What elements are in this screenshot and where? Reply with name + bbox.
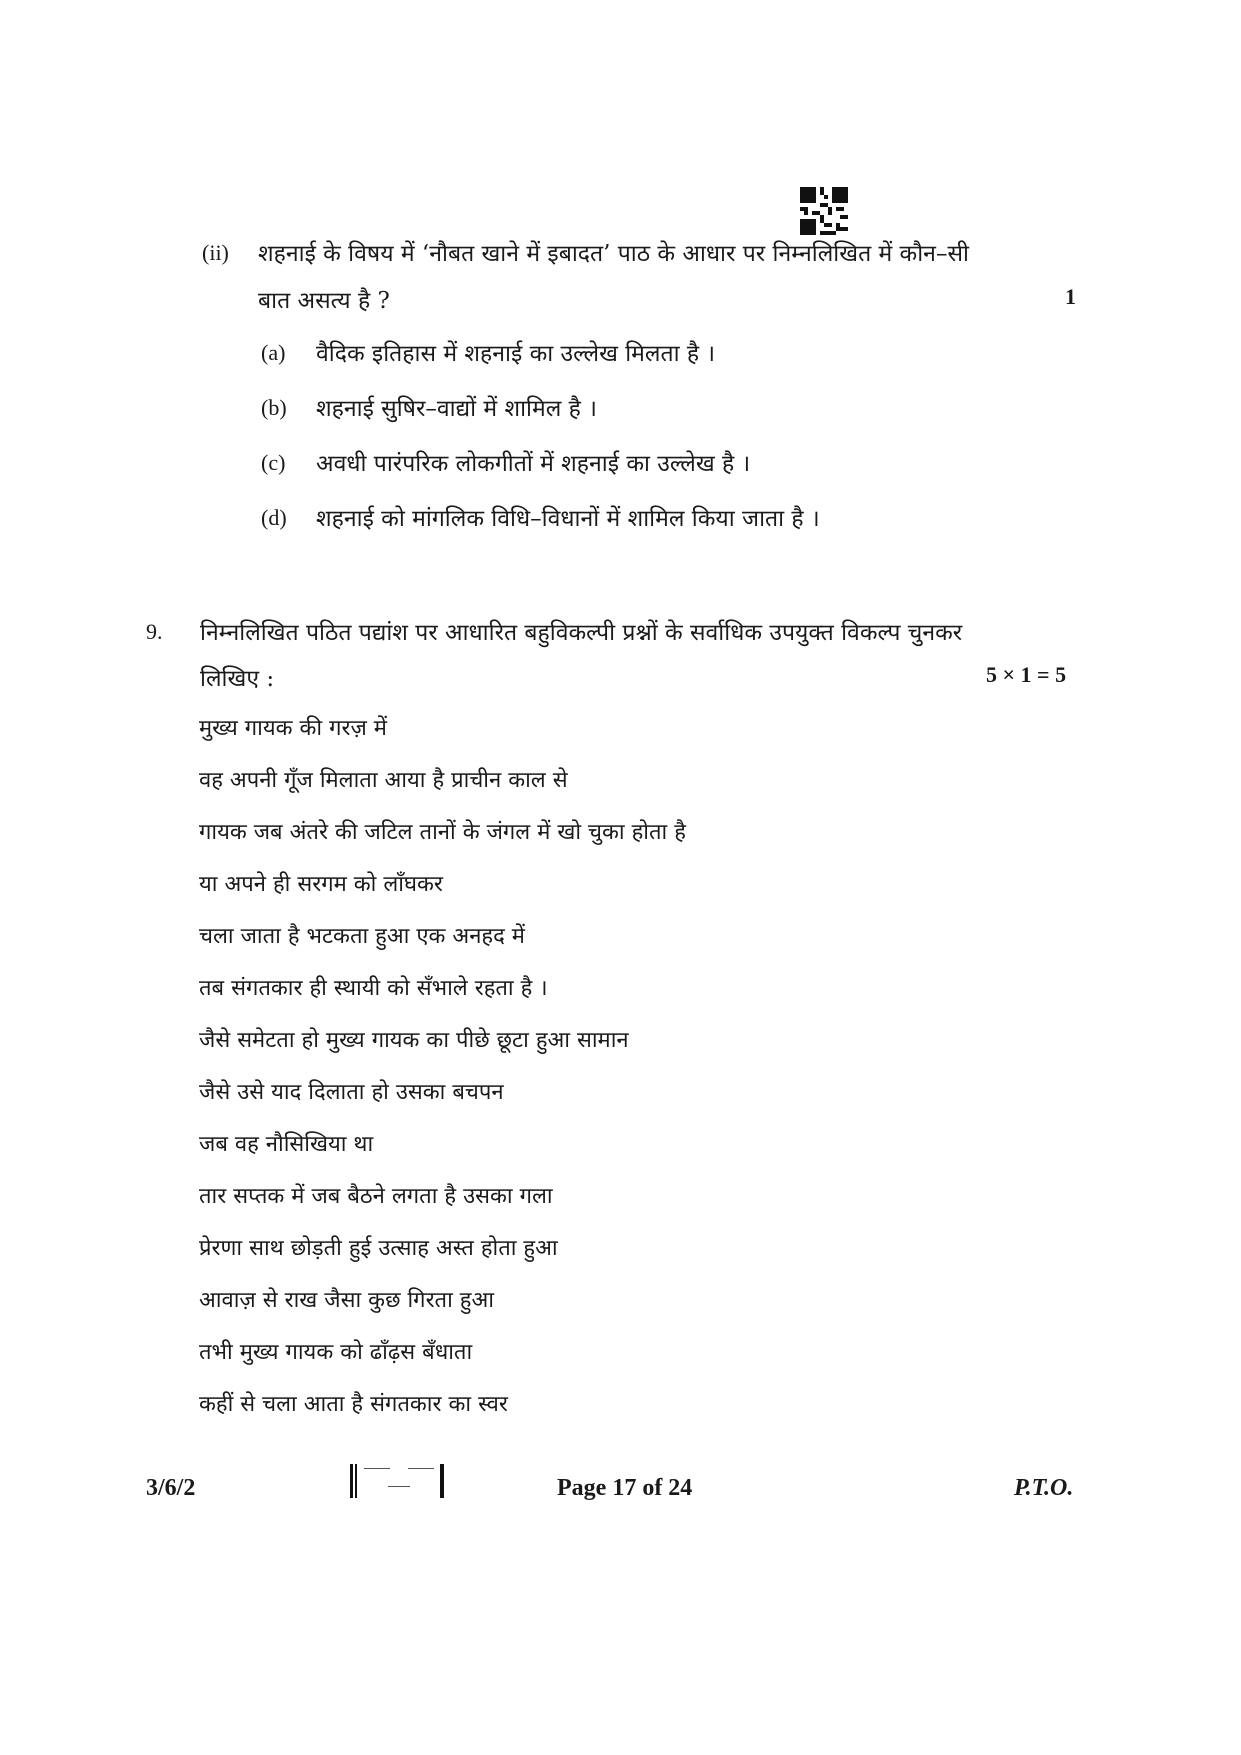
option-label-a: (a) (261, 340, 286, 365)
question-text-line2: बात असत्य है ? (258, 288, 390, 314)
question-9-text-line2: लिखिए : (200, 666, 275, 692)
question-9-marks: 5 × 1 = 5 (986, 662, 1067, 687)
poem-line: मुख्य गायक की गरज़ में (199, 716, 387, 741)
poem-line: जब वह नौसिखिया था (199, 1132, 374, 1157)
question-marks: 1 (1065, 284, 1076, 309)
poem-line: आवाज़ से राख जैसा कुछ गिरता हुआ (199, 1288, 494, 1313)
option-text-b: शहनाई सुषिर–वाद्यों में शामिल है । (316, 396, 597, 422)
barcode-icon (350, 1464, 446, 1498)
pto-label: P.T.O. (1014, 1475, 1074, 1501)
qr-code-icon (800, 187, 848, 235)
poem-line: कहीं से चला आता है संगतकार का स्वर (199, 1392, 508, 1417)
question-text-line1: शहनाई के विषय में ‘नौबत खाने में इबादत’ पाठ के आधार पर निम्नलिखित में कौन–सी (258, 241, 969, 267)
page-number: Page 17 of 24 (557, 1475, 693, 1501)
poem-line: जैसे उसे याद दिलाता हो उसका बचपन (199, 1080, 504, 1105)
paper-code: 3/6/2 (146, 1475, 196, 1501)
subquestion-label: (ii) (202, 240, 229, 265)
option-label-d: (d) (261, 505, 287, 530)
poem-line: तभी मुख्य गायक को ढाँढ़स बँधाता (199, 1340, 473, 1365)
option-text-d: शहनाई को मांगलिक विधि–विधानों में शामिल किया जाता है । (316, 506, 820, 532)
option-text-c: अवधी पारंपरिक लोकगीतों में शहनाई का उल्लेख है । (316, 451, 751, 477)
option-label-c: (c) (261, 450, 286, 475)
option-label-b: (b) (261, 395, 287, 420)
poem-line: जैसे समेटता हो मुख्य गायक का पीछे छूटा हुआ सामान (199, 1028, 629, 1053)
poem-line: गायक जब अंतरे की जटिल तानों के जंगल में खो चुका होता है (199, 820, 686, 845)
question-9-text-line1: निम्नलिखित पठित पद्यांश पर आधारित बहुविकल्पी प्रश्नों के सर्वाधिक उपयुक्त विकल्प चुनकर (200, 620, 963, 646)
poem-line: तार सप्तक में जब बैठने लगता है उसका गला (199, 1184, 553, 1209)
poem-line: प्रेरणा साथ छोड़ती हुई उत्साह अस्त होता हुआ (199, 1236, 558, 1261)
option-text-a: वैदिक इतिहास में शहनाई का उल्लेख मिलता है । (316, 341, 716, 367)
poem-line: वह अपनी गूँज मिलाता आया है प्राचीन काल से (199, 768, 568, 793)
question-number: 9. (146, 619, 163, 644)
poem-line: या अपने ही सरगम को लाँघकर (199, 872, 443, 897)
poem-line: चला जाता है भटकता हुआ एक अनहद में (199, 924, 525, 949)
poem-line: तब संगतकार ही स्थायी को सँभाले रहता है । (199, 976, 548, 1001)
